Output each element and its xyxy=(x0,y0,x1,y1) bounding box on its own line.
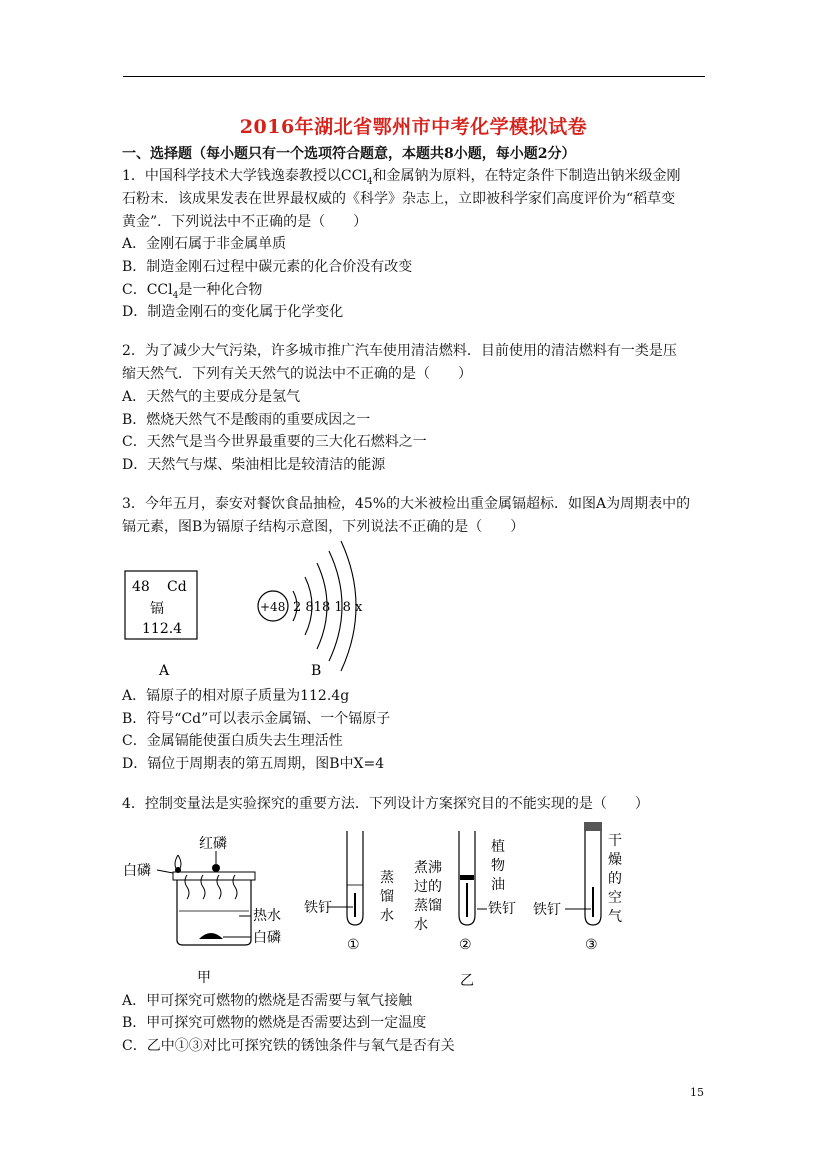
q3-option-b: B．符号“Cd”可以表示金属镉、一个镉原子 xyxy=(122,711,391,727)
tube-3-number: ③ xyxy=(585,937,598,953)
atomic-number: 48 xyxy=(132,579,150,595)
q1-option-c: C．CCl$_4$是一种化合物 xyxy=(122,282,263,301)
test-tube-1 xyxy=(304,831,394,953)
q3-option-a: A．镉原子的相对原子质量为112.4g xyxy=(122,688,350,704)
q3-stem-line2: 镉元素，图B为镉原子结构示意图，下列说法不正确的是（ ） xyxy=(122,519,525,535)
element-name: 镉 xyxy=(150,601,164,617)
q4-option-b: B．甲可探究可燃物的燃烧是否需要达到一定温度 xyxy=(122,1015,427,1031)
q3-figure xyxy=(115,535,375,685)
q1-option-b: B．制造金刚石过程中碳元素的化合价没有改变 xyxy=(122,259,413,275)
svg-text:气: 气 xyxy=(608,909,622,925)
q1-stem-line2: 石粉末．该成果发表在世界最权威的《科学》杂志上，立即被科学家们高度评价为“稻草变 xyxy=(122,191,676,207)
q2-option-b: B．燃烧天然气不是酸雨的重要成因之一 xyxy=(122,412,371,428)
svg-text:植: 植 xyxy=(491,839,505,855)
label-yi: 乙 xyxy=(460,973,474,989)
svg-text:水: 水 xyxy=(414,917,428,933)
svg-text:空: 空 xyxy=(608,890,622,906)
t2-nail-label: 铁钉 xyxy=(488,901,516,917)
white-phosphorus-label: 白磷 xyxy=(123,863,151,879)
svg-text:干: 干 xyxy=(608,833,622,849)
section-heading: 一、选择题（每小题只有一个选项符合题意，本题共8小题，每小题2分） xyxy=(122,146,576,162)
periodic-table-cell xyxy=(125,571,197,679)
q4-option-c: C．乙中①③对比可探究铁的锈蚀条件与氧气是否有关 xyxy=(122,1038,455,1054)
svg-text:馏: 馏 xyxy=(380,889,394,905)
atomic-mass: 112.4 xyxy=(142,621,183,637)
q1-option-d: D．制造金刚石的变化属于化学变化 xyxy=(122,304,344,320)
svg-text:的: 的 xyxy=(608,871,622,887)
test-tube-2 xyxy=(414,831,516,953)
page-title: 2016年湖北省鄂州市中考化学模拟试卷 xyxy=(239,116,588,138)
figure-a-label: A xyxy=(159,663,170,679)
q2-option-d: D．天然气与煤、柴油相比是较清洁的能源 xyxy=(122,457,386,473)
figure-b-label: B xyxy=(311,663,322,679)
q1-option-a: A．金刚石属于非金属单质 xyxy=(122,236,287,252)
q2-option-a: A．天然气的主要成分是氢气 xyxy=(122,389,301,405)
element-symbol: Cd xyxy=(167,579,187,595)
t3-nail-label: 铁钉 xyxy=(533,902,561,918)
page-number: 15 xyxy=(690,1086,704,1099)
q4-stem: 4．控制变量法是实验探究的重要方法．下列设计方案探究目的不能实现的是（ ） xyxy=(122,796,649,812)
q2-option-c: C．天然气是当今世界最重要的三大化石燃料之一 xyxy=(122,434,427,450)
t1-nail-label: 铁钉 xyxy=(304,900,332,916)
q4-figure xyxy=(115,815,635,990)
q1-stem-line1: 1．中国科学技术大学钱逸泰教授以CCl$_4$和金属钠为原料，在特定条件下制造出钠米级金刚 xyxy=(122,168,681,187)
nucleus-charge: +48 xyxy=(260,600,286,614)
tube-1-number: ① xyxy=(347,937,360,953)
svg-text:蒸: 蒸 xyxy=(380,870,394,886)
svg-text:水: 水 xyxy=(380,908,394,924)
svg-text:油: 油 xyxy=(491,877,505,893)
red-phosphorus-label: 红磷 xyxy=(199,836,227,852)
q3-stem-line1: 3．今年五月，泰安对餐饮食品抽检，45%的大米被检出重金属镉超标．如图A为周期表中的 xyxy=(122,496,691,512)
svg-text:煮沸: 煮沸 xyxy=(414,860,442,876)
q1-stem-line3: 黄金”．下列说法中不正确的是（ ） xyxy=(122,214,368,230)
white-phosphorus-bottom-label: 白磷 xyxy=(253,930,281,946)
q2-stem-line1: 2．为了减少大气污染，许多城市推广汽车使用清洁燃料．目前使用的清洁燃料有一类是压 xyxy=(122,343,677,359)
svg-text:蒸馏: 蒸馏 xyxy=(414,898,442,914)
hot-water-label: 热水 xyxy=(253,908,281,924)
svg-text:物: 物 xyxy=(491,858,505,874)
q3-option-d: D．镉位于周期表的第五周期，图B中X=4 xyxy=(122,756,385,772)
svg-text:过的: 过的 xyxy=(414,879,442,895)
q4-option-a: A．甲可探究可燃物的燃烧是否需要与氧气接触 xyxy=(122,993,413,1009)
atomic-structure-diagram xyxy=(258,541,363,679)
label-jia: 甲 xyxy=(197,970,211,986)
q3-option-c: C．金属镉能使蛋白质失去生理活性 xyxy=(122,733,343,749)
header-rule xyxy=(123,76,705,77)
tube-2-number: ② xyxy=(459,937,472,953)
q2-stem-line2: 缩天然气．下列有关天然气的说法中不正确的是（ ） xyxy=(122,366,472,382)
test-tube-3 xyxy=(533,822,622,953)
svg-text:燥: 燥 xyxy=(608,852,622,868)
electron-shells: 2 818 18 x xyxy=(293,600,363,615)
combustion-apparatus xyxy=(123,835,281,986)
